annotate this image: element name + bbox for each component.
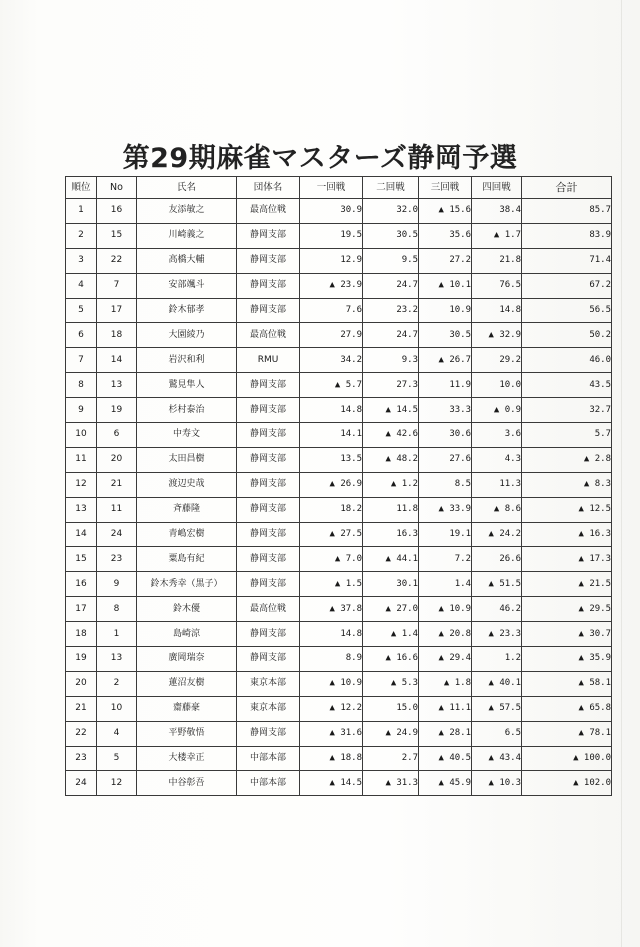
round-3-cell: 10.9 xyxy=(419,298,472,323)
rank-cell: 13 xyxy=(66,497,97,522)
round-2-cell: 32.0 xyxy=(363,199,419,224)
total-cell: 43.5 xyxy=(522,373,612,398)
name-cell: 渡辺史哉 xyxy=(137,472,237,497)
round-4-cell: ▲ 23.3 xyxy=(472,622,522,647)
round-3-cell: ▲ 28.1 xyxy=(419,721,472,746)
total-cell: ▲ 100.0 xyxy=(522,746,612,771)
no-cell: 13 xyxy=(97,647,137,672)
round-2-cell: 30.5 xyxy=(363,223,419,248)
table-row xyxy=(66,348,612,373)
round-4-cell: 29.2 xyxy=(472,348,522,373)
no-cell: 8 xyxy=(97,597,137,622)
round-3-cell: ▲ 45.9 xyxy=(419,771,472,796)
rank-cell: 11 xyxy=(66,447,97,472)
round-1-cell: 19.5 xyxy=(300,223,363,248)
team-cell: 静岡支部 xyxy=(237,622,300,647)
table-row xyxy=(66,696,612,721)
round-2-cell: ▲ 24.9 xyxy=(363,721,419,746)
round-3-cell: 30.6 xyxy=(419,423,472,448)
total-cell: 67.2 xyxy=(522,273,612,298)
table-row xyxy=(66,622,612,647)
round-4-cell: 3.6 xyxy=(472,423,522,448)
team-cell: 東京本部 xyxy=(237,671,300,696)
round-2-cell: 2.7 xyxy=(363,746,419,771)
name-cell: 岩沢和利 xyxy=(137,348,237,373)
team-cell: 静岡支部 xyxy=(237,398,300,423)
team-cell: 静岡支部 xyxy=(237,273,300,298)
round-4-cell: ▲ 10.3 xyxy=(472,771,522,796)
no-cell: 10 xyxy=(97,696,137,721)
team-cell: 静岡支部 xyxy=(237,547,300,572)
round-3-cell: 30.5 xyxy=(419,323,472,348)
rank-cell: 8 xyxy=(66,373,97,398)
round-2-cell: ▲ 14.5 xyxy=(363,398,419,423)
table-row xyxy=(66,647,612,672)
total-cell: ▲ 21.5 xyxy=(522,572,612,597)
total-cell: ▲ 78.1 xyxy=(522,721,612,746)
round-3-cell: ▲ 10.1 xyxy=(419,273,472,298)
total-cell: 56.5 xyxy=(522,298,612,323)
team-cell: 静岡支部 xyxy=(237,447,300,472)
rank-cell: 23 xyxy=(66,746,97,771)
name-cell: 高橋大輔 xyxy=(137,248,237,273)
table-row xyxy=(66,373,612,398)
round-1-cell: ▲ 23.9 xyxy=(300,273,363,298)
round-1-cell: 27.9 xyxy=(300,323,363,348)
table-row xyxy=(66,771,612,796)
total-cell: 71.4 xyxy=(522,248,612,273)
round-4-cell: 76.5 xyxy=(472,273,522,298)
round-4-cell: 26.6 xyxy=(472,547,522,572)
team-cell: 最高位戦 xyxy=(237,199,300,224)
name-cell: 安部颯斗 xyxy=(137,273,237,298)
round-4-cell: 11.3 xyxy=(472,472,522,497)
rank-cell: 16 xyxy=(66,572,97,597)
round-1-cell: ▲ 37.8 xyxy=(300,597,363,622)
rank-cell: 3 xyxy=(66,248,97,273)
rank-cell: 4 xyxy=(66,273,97,298)
table-row xyxy=(66,671,612,696)
header-no: No xyxy=(97,177,137,199)
round-4-cell: 46.2 xyxy=(472,597,522,622)
round-1-cell: 13.5 xyxy=(300,447,363,472)
total-cell: ▲ 65.8 xyxy=(522,696,612,721)
round-2-cell: ▲ 31.3 xyxy=(363,771,419,796)
round-3-cell: ▲ 29.4 xyxy=(419,647,472,672)
round-1-cell: ▲ 31.6 xyxy=(300,721,363,746)
name-cell: 島崎涼 xyxy=(137,622,237,647)
name-cell: 大園綾乃 xyxy=(137,323,237,348)
round-2-cell: 9.5 xyxy=(363,248,419,273)
name-cell: 齋藤豪 xyxy=(137,696,237,721)
total-cell: 83.9 xyxy=(522,223,612,248)
round-2-cell: 9.3 xyxy=(363,348,419,373)
table-row xyxy=(66,522,612,547)
round-1-cell: 30.9 xyxy=(300,199,363,224)
header-round-4: 四回戦 xyxy=(472,177,522,199)
team-cell: 静岡支部 xyxy=(237,423,300,448)
round-4-cell: 1.2 xyxy=(472,647,522,672)
round-1-cell: 34.2 xyxy=(300,348,363,373)
round-4-cell: 14.8 xyxy=(472,298,522,323)
round-2-cell: ▲ 48.2 xyxy=(363,447,419,472)
total-cell: ▲ 102.0 xyxy=(522,771,612,796)
name-cell: 友添敏之 xyxy=(137,199,237,224)
rank-cell: 7 xyxy=(66,348,97,373)
total-cell: 50.2 xyxy=(522,323,612,348)
name-cell: 太田昌樹 xyxy=(137,447,237,472)
round-3-cell: ▲ 33.9 xyxy=(419,497,472,522)
rank-cell: 21 xyxy=(66,696,97,721)
total-cell: ▲ 12.5 xyxy=(522,497,612,522)
team-cell: RMU xyxy=(237,348,300,373)
table-row xyxy=(66,323,612,348)
round-3-cell: ▲ 11.1 xyxy=(419,696,472,721)
no-cell: 15 xyxy=(97,223,137,248)
team-cell: 静岡支部 xyxy=(237,298,300,323)
no-cell: 21 xyxy=(97,472,137,497)
round-3-cell: 7.2 xyxy=(419,547,472,572)
round-3-cell: 33.3 xyxy=(419,398,472,423)
round-1-cell: 8.9 xyxy=(300,647,363,672)
table-row xyxy=(66,721,612,746)
name-cell: 青嶋宏樹 xyxy=(137,522,237,547)
table-row xyxy=(66,298,612,323)
name-cell: 廣岡瑞奈 xyxy=(137,647,237,672)
table-row xyxy=(66,547,612,572)
rank-cell: 18 xyxy=(66,622,97,647)
round-2-cell: 30.1 xyxy=(363,572,419,597)
name-cell: 鈴木郁孝 xyxy=(137,298,237,323)
table-row xyxy=(66,597,612,622)
round-3-cell: 1.4 xyxy=(419,572,472,597)
name-cell: 中谷彰吾 xyxy=(137,771,237,796)
table-row xyxy=(66,423,612,448)
no-cell: 16 xyxy=(97,199,137,224)
table-row xyxy=(66,497,612,522)
rank-cell: 10 xyxy=(66,423,97,448)
round-3-cell: ▲ 1.8 xyxy=(419,671,472,696)
total-cell: ▲ 58.1 xyxy=(522,671,612,696)
header-rank: 順位 xyxy=(66,177,97,199)
round-2-cell: 24.7 xyxy=(363,323,419,348)
total-cell: 85.7 xyxy=(522,199,612,224)
name-cell: 蓮沼友樹 xyxy=(137,671,237,696)
name-cell: 平野敬悟 xyxy=(137,721,237,746)
team-cell: 静岡支部 xyxy=(237,572,300,597)
round-1-cell: ▲ 1.5 xyxy=(300,572,363,597)
round-1-cell: ▲ 18.8 xyxy=(300,746,363,771)
round-2-cell: 15.0 xyxy=(363,696,419,721)
table-row xyxy=(66,273,612,298)
round-4-cell: ▲ 0.9 xyxy=(472,398,522,423)
total-cell: ▲ 2.8 xyxy=(522,447,612,472)
no-cell: 2 xyxy=(97,671,137,696)
no-cell: 19 xyxy=(97,398,137,423)
round-1-cell: ▲ 12.2 xyxy=(300,696,363,721)
round-2-cell: 27.3 xyxy=(363,373,419,398)
no-cell: 1 xyxy=(97,622,137,647)
round-4-cell: ▲ 40.1 xyxy=(472,671,522,696)
team-cell: 東京本部 xyxy=(237,696,300,721)
round-4-cell: ▲ 1.7 xyxy=(472,223,522,248)
round-4-cell: 10.0 xyxy=(472,373,522,398)
no-cell: 9 xyxy=(97,572,137,597)
round-3-cell: ▲ 26.7 xyxy=(419,348,472,373)
round-3-cell: 8.5 xyxy=(419,472,472,497)
no-cell: 24 xyxy=(97,522,137,547)
round-3-cell: 11.9 xyxy=(419,373,472,398)
round-1-cell: ▲ 5.7 xyxy=(300,373,363,398)
round-1-cell: ▲ 26.9 xyxy=(300,472,363,497)
round-2-cell: 11.8 xyxy=(363,497,419,522)
results-table xyxy=(65,176,612,796)
header-row xyxy=(66,177,612,199)
rank-cell: 19 xyxy=(66,647,97,672)
team-cell: 静岡支部 xyxy=(237,647,300,672)
team-cell: 静岡支部 xyxy=(237,721,300,746)
round-4-cell: ▲ 43.4 xyxy=(472,746,522,771)
name-cell: 川崎義之 xyxy=(137,223,237,248)
round-2-cell: 24.7 xyxy=(363,273,419,298)
rank-cell: 1 xyxy=(66,199,97,224)
no-cell: 23 xyxy=(97,547,137,572)
total-cell: 32.7 xyxy=(522,398,612,423)
rank-cell: 5 xyxy=(66,298,97,323)
no-cell: 5 xyxy=(97,746,137,771)
round-4-cell: ▲ 24.2 xyxy=(472,522,522,547)
round-3-cell: ▲ 15.6 xyxy=(419,199,472,224)
team-cell: 静岡支部 xyxy=(237,497,300,522)
name-cell: 鈴木優 xyxy=(137,597,237,622)
no-cell: 4 xyxy=(97,721,137,746)
total-cell: ▲ 35.9 xyxy=(522,647,612,672)
round-2-cell: 16.3 xyxy=(363,522,419,547)
name-cell: 中寿文 xyxy=(137,423,237,448)
name-cell: 大楼幸正 xyxy=(137,746,237,771)
page-title: 第29期麻雀マスターズ静岡予選 xyxy=(122,143,518,174)
team-cell: 中部本部 xyxy=(237,771,300,796)
total-cell: ▲ 30.7 xyxy=(522,622,612,647)
round-2-cell: ▲ 27.0 xyxy=(363,597,419,622)
total-cell: ▲ 16.3 xyxy=(522,522,612,547)
rank-cell: 14 xyxy=(66,522,97,547)
round-4-cell: 21.8 xyxy=(472,248,522,273)
no-cell: 17 xyxy=(97,298,137,323)
rank-cell: 6 xyxy=(66,323,97,348)
total-cell: 5.7 xyxy=(522,423,612,448)
team-cell: 静岡支部 xyxy=(237,373,300,398)
rank-cell: 9 xyxy=(66,398,97,423)
round-1-cell: 14.1 xyxy=(300,423,363,448)
rank-cell: 24 xyxy=(66,771,97,796)
total-cell: ▲ 17.3 xyxy=(522,547,612,572)
round-1-cell: ▲ 10.9 xyxy=(300,671,363,696)
name-cell: 鈴木秀幸（黒子） xyxy=(137,572,237,597)
total-cell: ▲ 29.5 xyxy=(522,597,612,622)
round-1-cell: ▲ 14.5 xyxy=(300,771,363,796)
header-round-3: 三回戦 xyxy=(419,177,472,199)
round-1-cell: 14.8 xyxy=(300,622,363,647)
round-3-cell: ▲ 10.9 xyxy=(419,597,472,622)
table-row xyxy=(66,398,612,423)
team-cell: 静岡支部 xyxy=(237,472,300,497)
table-row xyxy=(66,572,612,597)
rank-cell: 12 xyxy=(66,472,97,497)
round-1-cell: 18.2 xyxy=(300,497,363,522)
round-3-cell: ▲ 20.8 xyxy=(419,622,472,647)
round-4-cell: 4.3 xyxy=(472,447,522,472)
round-2-cell: ▲ 42.6 xyxy=(363,423,419,448)
team-cell: 最高位戦 xyxy=(237,597,300,622)
round-3-cell: ▲ 40.5 xyxy=(419,746,472,771)
no-cell: 13 xyxy=(97,373,137,398)
no-cell: 7 xyxy=(97,273,137,298)
table-row xyxy=(66,199,612,224)
name-cell: 斉藤隆 xyxy=(137,497,237,522)
no-cell: 22 xyxy=(97,248,137,273)
round-4-cell: 38.4 xyxy=(472,199,522,224)
round-2-cell: ▲ 44.1 xyxy=(363,547,419,572)
name-cell: 鷲見隼人 xyxy=(137,373,237,398)
header-total: 合計 xyxy=(522,177,612,199)
round-2-cell: ▲ 1.4 xyxy=(363,622,419,647)
round-1-cell: 14.8 xyxy=(300,398,363,423)
rank-cell: 22 xyxy=(66,721,97,746)
round-1-cell: ▲ 7.0 xyxy=(300,547,363,572)
name-cell: 杉村泰治 xyxy=(137,398,237,423)
rank-cell: 2 xyxy=(66,223,97,248)
round-4-cell: 6.5 xyxy=(472,721,522,746)
no-cell: 11 xyxy=(97,497,137,522)
team-cell: 静岡支部 xyxy=(237,248,300,273)
table-row xyxy=(66,447,612,472)
rank-cell: 17 xyxy=(66,597,97,622)
round-3-cell: 19.1 xyxy=(419,522,472,547)
total-cell: 46.0 xyxy=(522,348,612,373)
round-1-cell: ▲ 27.5 xyxy=(300,522,363,547)
rank-cell: 20 xyxy=(66,671,97,696)
no-cell: 14 xyxy=(97,348,137,373)
header-round-2: 二回戦 xyxy=(363,177,419,199)
round-3-cell: 27.2 xyxy=(419,248,472,273)
round-4-cell: ▲ 57.5 xyxy=(472,696,522,721)
round-1-cell: 12.9 xyxy=(300,248,363,273)
round-1-cell: 7.6 xyxy=(300,298,363,323)
total-cell: ▲ 8.3 xyxy=(522,472,612,497)
round-3-cell: 27.6 xyxy=(419,447,472,472)
table-row xyxy=(66,746,612,771)
round-2-cell: 23.2 xyxy=(363,298,419,323)
header-round-1: 一回戦 xyxy=(300,177,363,199)
round-4-cell: ▲ 51.5 xyxy=(472,572,522,597)
name-cell: 粟島有紀 xyxy=(137,547,237,572)
round-4-cell: ▲ 8.6 xyxy=(472,497,522,522)
team-cell: 静岡支部 xyxy=(237,223,300,248)
table-row xyxy=(66,223,612,248)
team-cell: 静岡支部 xyxy=(237,522,300,547)
round-2-cell: ▲ 16.6 xyxy=(363,647,419,672)
no-cell: 6 xyxy=(97,423,137,448)
no-cell: 18 xyxy=(97,323,137,348)
round-2-cell: ▲ 5.3 xyxy=(363,671,419,696)
round-2-cell: ▲ 1.2 xyxy=(363,472,419,497)
rank-cell: 15 xyxy=(66,547,97,572)
team-cell: 最高位戦 xyxy=(237,323,300,348)
round-4-cell: ▲ 32.9 xyxy=(472,323,522,348)
table-row xyxy=(66,248,612,273)
header-team: 団体名 xyxy=(237,177,300,199)
table-row xyxy=(66,472,612,497)
no-cell: 12 xyxy=(97,771,137,796)
no-cell: 20 xyxy=(97,447,137,472)
team-cell: 中部本部 xyxy=(237,746,300,771)
header-name: 氏名 xyxy=(137,177,237,199)
round-3-cell: 35.6 xyxy=(419,223,472,248)
